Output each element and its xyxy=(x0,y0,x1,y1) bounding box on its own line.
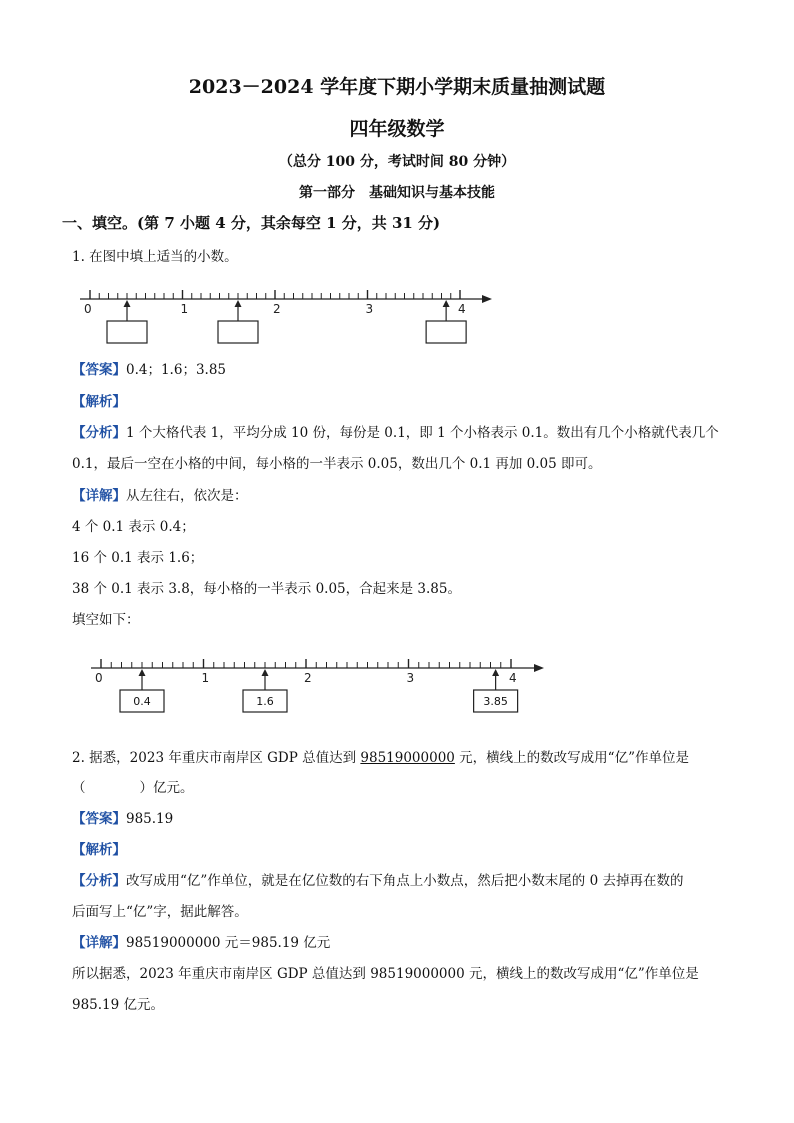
pointer-arrow-head xyxy=(443,300,450,307)
q1-fenxi-2: 0.1，最后一空在小格的中间，每小格的一半表示 0.05，数出几个 0.1 再加 0.05 即可。 xyxy=(72,456,602,472)
axis-arrow xyxy=(534,664,544,672)
tick-label: 1 xyxy=(180,302,189,316)
q2-detail-3: 985.19 亿元。 xyxy=(72,997,165,1013)
fenxi-tag: 【分析】 xyxy=(72,873,126,889)
q1-detail-1 xyxy=(72,484,248,504)
detail-tag: 【详解】 xyxy=(72,488,126,504)
number-line-filled xyxy=(91,659,544,712)
section-heading: 一、填空。(第 7 小题 4 分，其余每空 1 分，共 31 分) xyxy=(62,214,441,232)
q2-fenxi-2: 后面写上“亿”字，据此解答。 xyxy=(72,904,248,920)
q1-detail-4: 38 个 0.1 表示 3.8，每小格的一半表示 0.05，合起来是 3.85。 xyxy=(72,581,461,597)
answer-tag: 【答案】 xyxy=(72,362,126,378)
q1-stem: 1. 在图中填上适当的小数。 xyxy=(72,249,238,265)
q2-fenxi-1 xyxy=(72,869,683,889)
tick-label: 2 xyxy=(273,302,281,316)
answer-box-label: 0.4 xyxy=(133,695,151,708)
pointer-arrow-head xyxy=(235,300,242,307)
q2-fenxi-text-1: 改写成用“亿”作单位，就是在亿位数的右下角点上小数点，然后把小数末尾的 0 去掉再在数的 xyxy=(126,873,684,889)
q1-fill-text: 填空如下： xyxy=(72,612,140,628)
answer-box-label: 1.6 xyxy=(256,695,274,708)
q1-detail-2: 4 个 0.1 表示 0.4； xyxy=(72,519,195,535)
q1-detail-3: 16 个 0.1 表示 1.6； xyxy=(72,550,204,566)
tick-label: 0 xyxy=(95,671,103,685)
tick-label: 4 xyxy=(458,302,466,316)
pointer-arrow-head xyxy=(492,669,499,676)
q1-fenxi-1 xyxy=(72,421,719,441)
answer-box xyxy=(218,321,258,343)
detail-tag: 【详解】 xyxy=(72,935,126,951)
exam-note: （总分 100 分，考试时间 80 分钟） xyxy=(278,154,516,170)
q1-detail-text-1: 从左往右，依次是： xyxy=(126,488,248,504)
q2-analysis-tag: 【解析】 xyxy=(72,842,126,858)
fenxi-tag: 【分析】 xyxy=(72,425,126,441)
q2-detail-text-1: 98519000000 元＝985.19 亿元 xyxy=(126,935,331,951)
q1-answer xyxy=(72,358,226,378)
tick-label: 0 xyxy=(84,302,92,316)
q2-detail-1 xyxy=(72,931,330,951)
q2-stem-a: 2. 据悉，2023 年重庆市南岸区 GDP 总值达到 xyxy=(72,750,361,766)
axis-arrow xyxy=(482,295,492,303)
q2-underlined-number: 98519000000 xyxy=(360,750,455,766)
tick-label: 4 xyxy=(509,671,517,685)
pointer-arrow-head xyxy=(124,300,131,307)
q1-analysis-tag: 【解析】 xyxy=(72,394,126,410)
tick-label: 1 xyxy=(201,671,210,685)
tick-label: 3 xyxy=(406,671,415,685)
q2-stem-1 xyxy=(72,746,689,766)
tick-label: 2 xyxy=(304,671,312,685)
q2-detail-2: 所以据悉，2023 年重庆市南岸区 GDP 总值达到 98519000000 元，横线上的数改写成用“亿”作单位是 xyxy=(72,966,699,982)
q2-stem-b: 元，横线上的数改写成用“亿”作单位是 xyxy=(454,750,689,766)
q1-fenxi-text-1: 1 个大格代表 1，平均分成 10 份，每份是 0.1，即 1 个小格表示 0.1。数出有几个小格就代表几个 xyxy=(126,425,719,441)
exam-title: 2023－2024 学年度下期小学期末质量抽测试题 xyxy=(188,76,606,98)
tick-label: 3 xyxy=(365,302,374,316)
pointer-arrow-head xyxy=(262,669,269,676)
q1-answer-text: 0.4；1.6；3.85 xyxy=(126,362,226,378)
q2-stem-2: （ ）亿元。 xyxy=(72,780,194,796)
answer-box xyxy=(107,321,147,343)
answer-tag: 【答案】 xyxy=(72,811,126,827)
number-line-blank xyxy=(80,290,492,343)
answer-box xyxy=(426,321,466,343)
exam-subtitle: 四年级数学 xyxy=(349,118,445,140)
q2-answer xyxy=(72,807,173,827)
pointer-arrow-head xyxy=(139,669,146,676)
part-heading: 第一部分 基础知识与基本技能 xyxy=(299,185,495,201)
q2-answer-text: 985.19 xyxy=(126,811,174,827)
answer-box-label: 3.85 xyxy=(483,695,508,708)
